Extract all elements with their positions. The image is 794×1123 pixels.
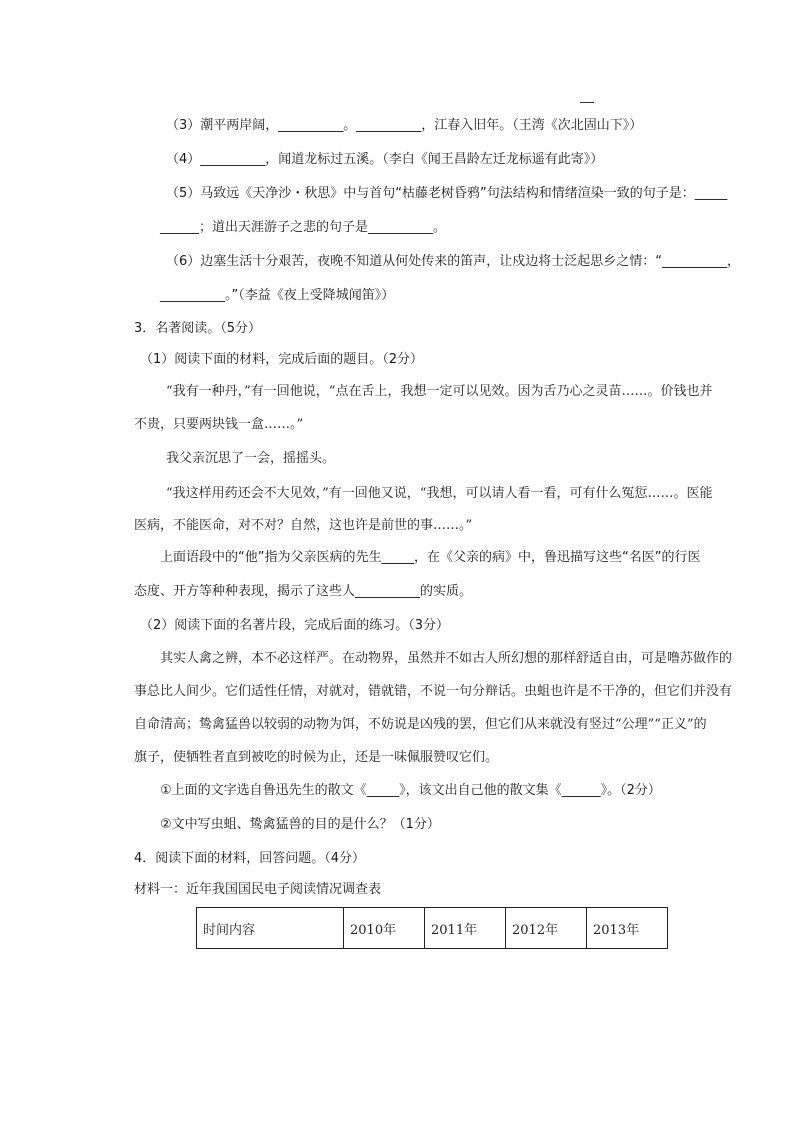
table-header-cell: 2011年 <box>425 908 506 949</box>
passage-2-line-3: 自命清高；鸷禽猛兽以较弱的动物为饵，不妨说是凶残的罢，但它们从来就没有竖过“公理”“正义”的 <box>134 717 707 732</box>
question-3-1-line-1: 上面语段中的“他”指为父亲医病的先生_____，在《父亲的病》中，鲁迅描写这些“名医”的行医 <box>160 550 701 565</box>
passage-2-line-4: 旗子，使牺牲者直到被吃的时候为止，还是一味佩服赞叹它们。 <box>134 750 499 765</box>
page-header-mark <box>580 102 594 103</box>
question-3-2-item-2: ②文中写虫蛆、鸷禽猛兽的目的是什么？（1分） <box>160 817 440 832</box>
poem-item-3: （3）潮平两岸阔，__________。__________，江春入旧年。（王湾《次北固山下》） <box>166 118 643 133</box>
poem-item-6-line1: （6）边塞生活十分艰苦，夜晚不知道从何处传来的笛声，让戍边将士泛起思乡之情：“__________， <box>166 254 741 269</box>
table-header-cell: 2012年 <box>506 908 587 949</box>
passage-1-line-3: 我父亲沉思了一会，摇摇头。 <box>166 451 336 466</box>
passage-2-line-2: 事总比人间少。它们适性任情，对就对，错就错，不说一句分辩话。虫蛆也许是不干净的，但它们并没有 <box>134 684 733 699</box>
poem-item-5-line2: ______；道出天涯游子之悲的句子是__________。 <box>160 220 447 235</box>
passage-1-line-1: “我有一种丹，”有一回他说，“点在舌上，我想一定可以见效。因为舌乃心之灵苗……。价钱也并 <box>166 384 713 399</box>
question-3-2-item-1: ①上面的文字选自鲁迅先生的散文《_____》，该文出自己他的散文集《______》。（2分） <box>160 783 661 798</box>
question-3-part-2-title: （2）阅读下面的名著片段，完成后面的练习。（3分） <box>140 618 450 633</box>
poem-item-5-line1: （5）马致远《天净沙・秋思》中与首句“枯藤老树昏鸦”句法结构和情绪渲染一致的句子是：_____ <box>166 186 728 201</box>
question-4-title: 4．阅读下面的材料，回答问题。（4分） <box>134 851 366 866</box>
passage-1-line-5: 医病，不能医命，对不对？自然，这也许是前世的事……。” <box>134 518 473 533</box>
passage-2-line-1: 其实人禽之辨，本不必这样严。在动物界，虽然并不如古人所幻想的那样舒适自由，可是噜苏做作的 <box>160 651 733 666</box>
question-3-title: 3．名著阅读。（5分） <box>134 321 262 336</box>
material-1-title: 材料一：近年我国国民电子阅读情况调查表 <box>134 882 382 897</box>
survey-table <box>196 907 668 949</box>
passage-1-line-4: “我这样用药还会不大见效，”有一回他又说，“我想，可以请人看一看，可有什么冤愆……。医能 <box>166 486 713 501</box>
passage-1-line-2: 不贵，只要两块钱一盒……。” <box>134 417 304 432</box>
table-header-cell: 2013年 <box>587 908 668 949</box>
table-row <box>197 908 668 949</box>
table-header-cell: 2010年 <box>344 908 425 949</box>
table-header-cell: 时间内容 <box>197 908 344 949</box>
question-3-part-1-title: （1）阅读下面的材料，完成后面的题目。（2分） <box>140 352 424 367</box>
question-3-1-line-2: 态度、开方等种种表现，揭示了这些人__________的实质。 <box>134 584 473 599</box>
poem-item-4: （4）__________，闻道龙标过五溪。（李白《闻王昌龄左迁龙标遥有此寄》） <box>166 152 604 167</box>
poem-item-6-line2: __________。”（李益《夜上受降城闻笛》） <box>160 288 395 303</box>
